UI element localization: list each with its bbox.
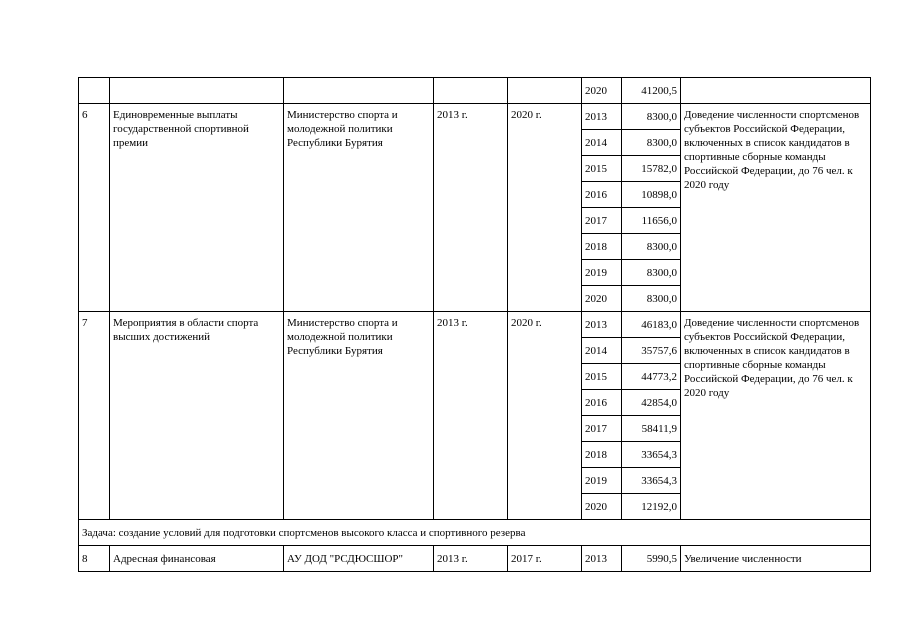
cell-result: Доведение численности спортсменов субъектов Российской Федерации, включенных в список кандидатов в спортивные сборные команды Российской Федерации, до 76 чел. к 2020 году bbox=[681, 104, 871, 312]
cell-amount: 41200,5 bbox=[622, 78, 681, 104]
cell-number: 6 bbox=[79, 104, 110, 312]
cell-year: 2013 bbox=[582, 546, 622, 572]
cell-amount: 33654,3 bbox=[622, 468, 681, 494]
cell-number: 8 bbox=[79, 546, 110, 572]
cell-year: 2015 bbox=[582, 364, 622, 390]
cell-amount: 8300,0 bbox=[622, 104, 681, 130]
cell-result: Доведение численности спортсменов субъектов Российской Федерации, включенных в список кандидатов в спортивные сборные команды Российской Федерации, до 76 чел. к 2020 году bbox=[681, 312, 871, 520]
cell-year: 2020 bbox=[582, 78, 622, 104]
cell-amount: 33654,3 bbox=[622, 442, 681, 468]
cell-start bbox=[434, 78, 508, 104]
cell-result: Увеличение численности bbox=[681, 546, 871, 572]
cell-measure-name: Адресная финансовая bbox=[110, 546, 284, 572]
cell-end: 2020 г. bbox=[508, 104, 582, 312]
table-body bbox=[79, 78, 871, 572]
cell-amount: 44773,2 bbox=[622, 364, 681, 390]
cell-executor: Министерство спорта и молодежной политики Республики Бурятия bbox=[284, 312, 434, 520]
cell-amount: 15782,0 bbox=[622, 156, 681, 182]
cell-year: 2017 bbox=[582, 208, 622, 234]
task-row bbox=[79, 520, 871, 546]
cell-end bbox=[508, 78, 582, 104]
cell-result bbox=[681, 78, 871, 104]
cell-year: 2020 bbox=[582, 286, 622, 312]
cell-year: 2014 bbox=[582, 338, 622, 364]
cell-start: 2013 г. bbox=[434, 312, 508, 520]
cell-amount: 12192,0 bbox=[622, 494, 681, 520]
cell-year: 2016 bbox=[582, 182, 622, 208]
cell-year: 2013 bbox=[582, 312, 622, 338]
cell-start: 2013 г. bbox=[434, 546, 508, 572]
cell-year: 2018 bbox=[582, 234, 622, 260]
cell-executor: Министерство спорта и молодежной политики Республики Бурятия bbox=[284, 104, 434, 312]
cell-amount: 8300,0 bbox=[622, 260, 681, 286]
cell-amount: 35757,6 bbox=[622, 338, 681, 364]
cell-amount: 46183,0 bbox=[622, 312, 681, 338]
cell-year: 2014 bbox=[582, 130, 622, 156]
table-row bbox=[79, 546, 871, 572]
cell-measure-name: Единовременные выплаты государственной спортивной премии bbox=[110, 104, 284, 312]
table-row bbox=[79, 312, 871, 338]
cell-year: 2019 bbox=[582, 468, 622, 494]
cell-year: 2017 bbox=[582, 416, 622, 442]
table-row bbox=[79, 104, 871, 130]
task-text: Задача: создание условий для подготовки спортсменов высокого класса и спортивного резерва bbox=[79, 520, 871, 546]
cell-executor: АУ ДОД "РСДЮСШОР" bbox=[284, 546, 434, 572]
cell-year: 2013 bbox=[582, 104, 622, 130]
cell-amount: 8300,0 bbox=[622, 234, 681, 260]
cell-amount: 8300,0 bbox=[622, 286, 681, 312]
cell-amount: 8300,0 bbox=[622, 130, 681, 156]
table-row-continued bbox=[79, 78, 871, 104]
cell-measure-name bbox=[110, 78, 284, 104]
cell-executor bbox=[284, 78, 434, 104]
cell-end: 2017 г. bbox=[508, 546, 582, 572]
cell-year: 2020 bbox=[582, 494, 622, 520]
cell-start: 2013 г. bbox=[434, 104, 508, 312]
cell-end: 2020 г. bbox=[508, 312, 582, 520]
cell-amount: 58411,9 bbox=[622, 416, 681, 442]
cell-year: 2019 bbox=[582, 260, 622, 286]
cell-number bbox=[79, 78, 110, 104]
cell-number: 7 bbox=[79, 312, 110, 520]
cell-amount: 42854,0 bbox=[622, 390, 681, 416]
cell-amount: 11656,0 bbox=[622, 208, 681, 234]
cell-amount: 5990,5 bbox=[622, 546, 681, 572]
cell-measure-name: Мероприятия в области спорта высших достижений bbox=[110, 312, 284, 520]
cell-year: 2015 bbox=[582, 156, 622, 182]
cell-amount: 10898,0 bbox=[622, 182, 681, 208]
cell-year: 2018 bbox=[582, 442, 622, 468]
program-measures-table bbox=[78, 77, 871, 572]
cell-year: 2016 bbox=[582, 390, 622, 416]
